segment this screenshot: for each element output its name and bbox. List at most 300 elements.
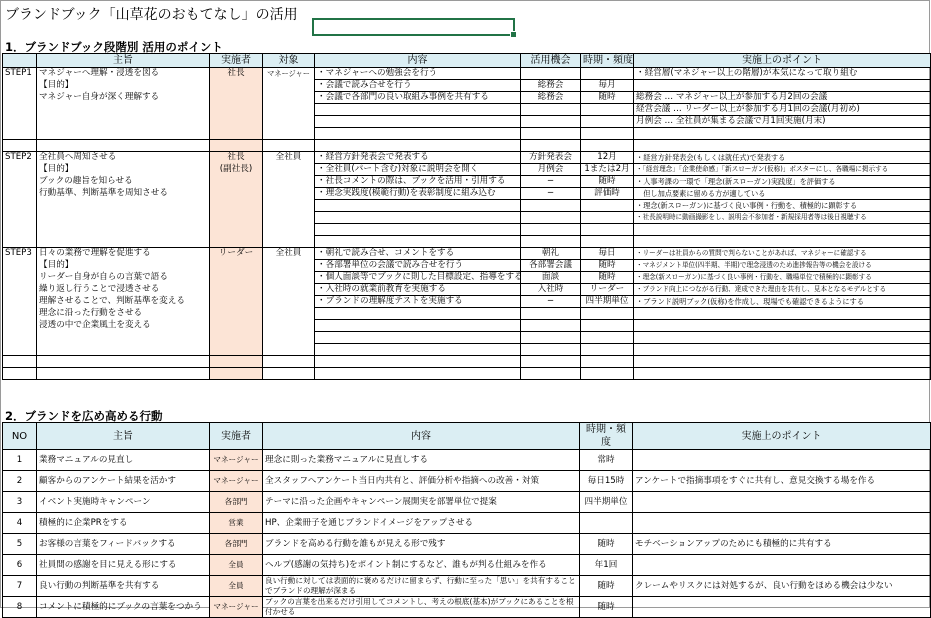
purpose-cell: 業務マニュアルの見直し bbox=[37, 450, 210, 471]
content-cell bbox=[315, 116, 521, 128]
target-cell bbox=[263, 296, 315, 308]
executor-cell bbox=[210, 332, 263, 344]
point-cell bbox=[634, 80, 931, 92]
point-cell: ・ブランド向上につながる行動、達成できた理由を共有し、見本となるモデルとする bbox=[634, 284, 931, 296]
content-cell: ブックの言葉を出来るだけ引用してコメントし、考えの根底(基本)がブックにあることを根付かせる bbox=[263, 597, 580, 618]
content-cell: 理念に則った業務マニュアルに見直しする bbox=[263, 450, 580, 471]
step-label bbox=[3, 320, 37, 332]
s1-header-cell: 実施上のポイント bbox=[634, 54, 931, 68]
occasion-cell bbox=[521, 116, 581, 128]
frequency-cell bbox=[581, 116, 634, 128]
empty-cell bbox=[263, 368, 315, 380]
purpose-cell bbox=[37, 224, 210, 236]
purpose-cell: 【目的】 bbox=[37, 260, 210, 272]
table-row bbox=[3, 308, 931, 320]
table-row bbox=[3, 92, 931, 104]
occasion-cell bbox=[521, 68, 581, 80]
content-cell bbox=[315, 200, 521, 212]
executor-cell bbox=[210, 236, 263, 248]
step-label bbox=[3, 224, 37, 236]
table-row bbox=[3, 176, 931, 188]
frequency-cell bbox=[581, 236, 634, 248]
content-cell bbox=[315, 212, 521, 224]
frequency-cell: 随時 bbox=[580, 597, 633, 618]
point-cell: 経営会議 … リーダー以上が参加する月1回の会議(月初め) bbox=[634, 104, 931, 116]
purpose-cell bbox=[37, 128, 210, 140]
step-label bbox=[3, 176, 37, 188]
point-cell: ・「経営理念」「企業使命感」「新スローガン(仮称)」ポスターにし、各職場に掲示する bbox=[634, 164, 931, 176]
step-label bbox=[3, 188, 37, 200]
occasion-cell bbox=[521, 332, 581, 344]
purpose-cell bbox=[37, 200, 210, 212]
s2-header-cell: 実施上のポイント bbox=[633, 423, 931, 450]
content-cell: 良い行動に対しては表面的に褒めるだけに留まらず、行動に至った「思い」を共有することでブランドの理解が深まる bbox=[263, 576, 580, 597]
content-cell: ・理念実践度(模範行動)を表彰制度に組み込む bbox=[315, 188, 521, 200]
executor-cell: マネージャー bbox=[210, 450, 263, 471]
occasion-cell: − bbox=[521, 296, 581, 308]
content-cell bbox=[315, 320, 521, 332]
executor-cell bbox=[210, 188, 263, 200]
purpose-cell: 行動基準、判断基準を周知させる bbox=[37, 188, 210, 200]
empty-cell bbox=[210, 356, 263, 368]
executor-cell: 各部門 bbox=[210, 534, 263, 555]
step-label bbox=[3, 284, 37, 296]
occasion-cell bbox=[521, 104, 581, 116]
empty-cell bbox=[37, 140, 210, 152]
occasion-cell: 朝礼 bbox=[521, 248, 581, 260]
purpose-cell: リーダー自身が自らの言葉で語る bbox=[37, 272, 210, 284]
s1-header-cell: 時期・頻度 bbox=[581, 54, 634, 68]
frequency-cell: 随時 bbox=[580, 576, 633, 597]
spacer-row bbox=[3, 368, 931, 380]
purpose-cell bbox=[37, 212, 210, 224]
row-number: 6 bbox=[3, 555, 37, 576]
target-cell bbox=[263, 236, 315, 248]
table-row bbox=[3, 80, 931, 92]
s2-header-cell: 時期・頻度 bbox=[580, 423, 633, 450]
step-label bbox=[3, 164, 37, 176]
table-row bbox=[3, 296, 931, 308]
executor-cell: リーダー bbox=[210, 248, 263, 260]
point-cell: ・人事考課の一環で「理念(新スローガン)実践度」を評価する bbox=[634, 176, 931, 188]
empty-cell bbox=[581, 140, 634, 152]
step-label: STEP3 bbox=[3, 248, 37, 260]
frequency-cell: 随時 bbox=[581, 272, 634, 284]
spacer-row bbox=[3, 356, 931, 368]
point-cell: ・経営層(マネジャー以上の階層)が本気になって取り組む bbox=[634, 68, 931, 80]
table-row bbox=[3, 260, 931, 272]
empty-cell bbox=[210, 368, 263, 380]
empty-cell bbox=[263, 140, 315, 152]
section2-table bbox=[2, 422, 931, 618]
executor-cell bbox=[210, 80, 263, 92]
s2-header-cell: 内容 bbox=[263, 423, 580, 450]
purpose-cell bbox=[37, 344, 210, 356]
header-blank bbox=[3, 54, 37, 68]
executor-cell bbox=[210, 308, 263, 320]
point-cell bbox=[633, 555, 931, 576]
step-label bbox=[3, 104, 37, 116]
empty-cell bbox=[315, 368, 521, 380]
row-number: 2 bbox=[3, 471, 37, 492]
table-row bbox=[3, 492, 931, 513]
fill-handle[interactable] bbox=[510, 31, 517, 38]
purpose-cell: イベント実施時キャンペーン bbox=[37, 492, 210, 513]
executor-cell bbox=[210, 344, 263, 356]
step-label bbox=[3, 116, 37, 128]
selected-cell[interactable] bbox=[312, 18, 515, 36]
target-cell bbox=[263, 284, 315, 296]
frequency-cell: 毎日 bbox=[581, 248, 634, 260]
occasion-cell bbox=[521, 200, 581, 212]
step-label bbox=[3, 308, 37, 320]
executor-cell: 各部門 bbox=[210, 492, 263, 513]
row-number: 3 bbox=[3, 492, 37, 513]
table-row bbox=[3, 152, 931, 164]
empty-cell bbox=[3, 140, 37, 152]
purpose-cell: 良い行動の判断基準を共有する bbox=[37, 576, 210, 597]
executor-cell: 営業 bbox=[210, 513, 263, 534]
empty-cell bbox=[581, 356, 634, 368]
s1-header-cell: 実施者 bbox=[210, 54, 263, 68]
occasion-cell: 方針発表会 bbox=[521, 152, 581, 164]
s1-header-cell: 活用機会 bbox=[521, 54, 581, 68]
content-cell: ・各部署単位の会議で読み合せを行う bbox=[315, 260, 521, 272]
executor-cell: マネージャー bbox=[210, 471, 263, 492]
occasion-cell bbox=[521, 320, 581, 332]
step-label bbox=[3, 200, 37, 212]
frequency-cell: 常時 bbox=[580, 450, 633, 471]
executor-cell bbox=[210, 284, 263, 296]
executor-cell bbox=[210, 200, 263, 212]
occasion-cell: 月例会 bbox=[521, 164, 581, 176]
occasion-cell bbox=[521, 128, 581, 140]
table-row bbox=[3, 128, 931, 140]
frequency-cell bbox=[581, 104, 634, 116]
content-cell: ヘルプ(感謝の気持ち)をポイント制にするなど、誰もが判る仕組みを作る bbox=[263, 555, 580, 576]
frequency-cell: 毎月 bbox=[581, 80, 634, 92]
frequency-cell: 年1回 bbox=[580, 555, 633, 576]
purpose-cell: 【目的】 bbox=[37, 164, 210, 176]
frequency-cell: 四半期単位 bbox=[580, 492, 633, 513]
frequency-cell bbox=[580, 513, 633, 534]
target-cell: 全社員 bbox=[263, 152, 315, 164]
executor-cell bbox=[210, 116, 263, 128]
occasion-cell: − bbox=[521, 188, 581, 200]
sheet-title: ブランドブック「山草花のおもてなし」の活用 bbox=[5, 7, 298, 23]
target-cell bbox=[263, 164, 315, 176]
occasion-cell: 各部署会議 bbox=[521, 260, 581, 272]
purpose-cell: 日々の業務で理解を促進する bbox=[37, 248, 210, 260]
point-cell: ・社長説明時に動画撮影をし、説明会不参加者・新規採用者等は後日視聴する bbox=[634, 212, 931, 224]
purpose-cell: 理解させることで、判断基準を変える bbox=[37, 296, 210, 308]
occasion-cell bbox=[521, 344, 581, 356]
empty-cell bbox=[521, 368, 581, 380]
empty-cell bbox=[3, 368, 37, 380]
table-row bbox=[3, 224, 931, 236]
target-cell bbox=[263, 188, 315, 200]
table-row bbox=[3, 597, 931, 618]
executor-cell bbox=[210, 296, 263, 308]
executor-cell bbox=[210, 176, 263, 188]
purpose-cell: マネジャーへ理解・浸透を図る bbox=[37, 68, 210, 80]
target-cell bbox=[263, 344, 315, 356]
purpose-cell: 【目的】 bbox=[37, 80, 210, 92]
point-cell: ・理念(新スローガン)に基づく良い事例・行動を、職場単位で積極的に顕彰する bbox=[634, 272, 931, 284]
content-cell: ・個人面談等でブックに則した目標設定、指導をする bbox=[315, 272, 521, 284]
content-cell bbox=[315, 224, 521, 236]
frequency-cell: 随時 bbox=[580, 534, 633, 555]
executor-cell bbox=[210, 272, 263, 284]
frequency-cell bbox=[581, 344, 634, 356]
section1-heading: 1．ブランドブック段階別 活用のポイント bbox=[5, 40, 223, 54]
table-row bbox=[3, 164, 931, 176]
point-cell bbox=[633, 597, 931, 618]
point-cell: 月例会 … 全社員が集まる会議で月1回実施(月末) bbox=[634, 116, 931, 128]
point-cell bbox=[633, 513, 931, 534]
executor-cell bbox=[210, 224, 263, 236]
content-cell: HP、企業冊子を通じブランドイメージをアップさせる bbox=[263, 513, 580, 534]
spacer-row bbox=[3, 140, 931, 152]
empty-cell bbox=[521, 140, 581, 152]
point-cell: モチベーションアップのためにも積極的に共有する bbox=[633, 534, 931, 555]
frequency-cell: 12月 bbox=[581, 152, 634, 164]
content-cell: ・会議で各部門の良い取組み事例を共有する bbox=[315, 92, 521, 104]
point-cell: 総務会 … マネジャー以上が参加する月2回の会議 bbox=[634, 92, 931, 104]
executor-cell bbox=[210, 212, 263, 224]
step-label bbox=[3, 260, 37, 272]
step-label bbox=[3, 236, 37, 248]
target-cell bbox=[263, 320, 315, 332]
frequency-cell: 毎日15時 bbox=[580, 471, 633, 492]
executor-cell: (副社長) bbox=[210, 164, 263, 176]
row-number: 8 bbox=[3, 597, 37, 618]
table-row bbox=[3, 471, 931, 492]
s1-header-cell: 対象 bbox=[263, 54, 315, 68]
frequency-cell: 随時 bbox=[581, 260, 634, 272]
frequency-cell bbox=[581, 308, 634, 320]
step-label bbox=[3, 92, 37, 104]
frequency-cell bbox=[581, 224, 634, 236]
occasion-cell: 総務会 bbox=[521, 92, 581, 104]
table-row bbox=[3, 212, 931, 224]
content-cell: ・全社員(パート含む)対象に説明会を開く bbox=[315, 164, 521, 176]
point-cell: 但し加点要素に留める方が適している bbox=[634, 188, 931, 200]
empty-cell bbox=[3, 356, 37, 368]
frequency-cell: 四半期単位 bbox=[581, 296, 634, 308]
executor-cell: 全員 bbox=[210, 576, 263, 597]
table-row bbox=[3, 236, 931, 248]
executor-cell bbox=[210, 92, 263, 104]
table-row bbox=[3, 188, 931, 200]
target-cell bbox=[263, 260, 315, 272]
frequency-cell: 評価時 bbox=[581, 188, 634, 200]
frequency-cell: 随時 bbox=[581, 92, 634, 104]
content-cell: 全スタッフへアンケート当日内共有と、評価分析や指摘への改善・対策 bbox=[263, 471, 580, 492]
executor-cell bbox=[210, 104, 263, 116]
step-label bbox=[3, 344, 37, 356]
row-number: 5 bbox=[3, 534, 37, 555]
empty-cell bbox=[634, 356, 931, 368]
empty-cell bbox=[315, 356, 521, 368]
step-label bbox=[3, 296, 37, 308]
s1-header-cell: 内容 bbox=[315, 54, 521, 68]
empty-cell bbox=[581, 368, 634, 380]
target-cell bbox=[263, 92, 315, 104]
executor-cell: マネージャー bbox=[210, 597, 263, 618]
point-cell bbox=[634, 128, 931, 140]
target-cell bbox=[263, 176, 315, 188]
table-row bbox=[3, 332, 931, 344]
purpose-cell bbox=[37, 104, 210, 116]
executor-cell bbox=[210, 320, 263, 332]
step-label bbox=[3, 212, 37, 224]
purpose-cell: 理念に沿った行動をさせる bbox=[37, 308, 210, 320]
purpose-cell: 繰り返し行うことで浸透させる bbox=[37, 284, 210, 296]
section1-table bbox=[2, 53, 931, 380]
frequency-cell: リーダー bbox=[581, 284, 634, 296]
purpose-cell bbox=[37, 116, 210, 128]
step-label: STEP2 bbox=[3, 152, 37, 164]
table-row bbox=[3, 68, 931, 80]
row-number: 1 bbox=[3, 450, 37, 471]
s2-header-cell: NO bbox=[3, 423, 37, 450]
row-number: 7 bbox=[3, 576, 37, 597]
table-row bbox=[3, 200, 931, 212]
table-row bbox=[3, 272, 931, 284]
target-cell bbox=[263, 212, 315, 224]
point-cell: アンケートで指摘事項をすぐに共有し、意見交換する場を作る bbox=[633, 471, 931, 492]
content-cell: ・ブランドの理解度テストを実施する bbox=[315, 296, 521, 308]
occasion-cell bbox=[521, 308, 581, 320]
point-cell: ・理念(新スローガン)に基づく良い事例・行動を、積極的に顕彰する bbox=[634, 200, 931, 212]
table-row bbox=[3, 534, 931, 555]
s2-header-cell: 実施者 bbox=[210, 423, 263, 450]
row-number: 4 bbox=[3, 513, 37, 534]
occasion-cell: 入社時 bbox=[521, 284, 581, 296]
table-row bbox=[3, 284, 931, 296]
s2-header-cell: 主旨 bbox=[37, 423, 210, 450]
content-cell bbox=[315, 344, 521, 356]
purpose-cell bbox=[37, 236, 210, 248]
purpose-cell: 全社員へ周知させる bbox=[37, 152, 210, 164]
point-cell bbox=[634, 320, 931, 332]
table-row bbox=[3, 344, 931, 356]
purpose-cell: ブックの趣旨を知らせる bbox=[37, 176, 210, 188]
table-row bbox=[3, 450, 931, 471]
target-cell bbox=[263, 308, 315, 320]
purpose-cell: コメントに積極的にブックの言葉をつかう bbox=[37, 597, 210, 618]
purpose-cell: お客様の言葉をフィードバックする bbox=[37, 534, 210, 555]
content-cell: ・入社時の就業前教育を実施する bbox=[315, 284, 521, 296]
empty-cell bbox=[634, 140, 931, 152]
executor-cell: 社長 bbox=[210, 68, 263, 80]
content-cell bbox=[315, 308, 521, 320]
point-cell bbox=[634, 332, 931, 344]
empty-cell bbox=[521, 356, 581, 368]
empty-cell bbox=[263, 356, 315, 368]
empty-cell bbox=[37, 356, 210, 368]
step-label bbox=[3, 128, 37, 140]
step-label bbox=[3, 272, 37, 284]
point-cell: ・経営方針発表会(もしくは就任式)で発表する bbox=[634, 152, 931, 164]
target-cell bbox=[263, 128, 315, 140]
section2-heading: 2．ブランドを広め高める行動 bbox=[5, 409, 163, 423]
occasion-cell bbox=[521, 236, 581, 248]
content-cell: ・会議で読み合せを行う bbox=[315, 80, 521, 92]
content-cell bbox=[315, 332, 521, 344]
frequency-cell bbox=[581, 332, 634, 344]
step-label bbox=[3, 332, 37, 344]
content-cell: ・朝礼で読み合せ、コメントをする bbox=[315, 248, 521, 260]
content-cell: ・経営方針発表会で発表する bbox=[315, 152, 521, 164]
occasion-cell: 総務会 bbox=[521, 80, 581, 92]
frequency-cell: 随時 bbox=[581, 176, 634, 188]
occasion-cell: − bbox=[521, 176, 581, 188]
table-row bbox=[3, 576, 931, 597]
target-cell bbox=[263, 224, 315, 236]
executor-cell bbox=[210, 128, 263, 140]
empty-cell bbox=[315, 140, 521, 152]
frequency-cell bbox=[581, 320, 634, 332]
content-cell bbox=[315, 236, 521, 248]
occasion-cell bbox=[521, 224, 581, 236]
table-row bbox=[3, 116, 931, 128]
content-cell: ・マネジャーへの勉強会を行う bbox=[315, 68, 521, 80]
point-cell bbox=[634, 236, 931, 248]
step-label bbox=[3, 80, 37, 92]
point-cell: ・マネジメント単位(四半期、半期)で理念浸透のため進捗報告等の機会を設ける bbox=[634, 260, 931, 272]
point-cell bbox=[634, 224, 931, 236]
purpose-cell: 浸透の中で企業風土を変える bbox=[37, 320, 210, 332]
table-row bbox=[3, 513, 931, 534]
table-row bbox=[3, 104, 931, 116]
table-row bbox=[3, 555, 931, 576]
frequency-cell: 1または2月 bbox=[581, 164, 634, 176]
target-cell bbox=[263, 80, 315, 92]
empty-cell bbox=[37, 368, 210, 380]
target-cell bbox=[263, 272, 315, 284]
target-cell bbox=[263, 200, 315, 212]
empty-cell bbox=[210, 140, 263, 152]
content-cell: テーマに沿った企画やキャンペーン展開実を部署単位で提案 bbox=[263, 492, 580, 513]
point-cell: ・リーダーは社員からの質問で判らないことがあれば、マネジャーに確認する bbox=[634, 248, 931, 260]
s1-header-cell: 主旨 bbox=[37, 54, 210, 68]
target-cell: マネージャー bbox=[263, 68, 315, 80]
content-cell: ・社長コメントの際は、ブックを活用・引用する bbox=[315, 176, 521, 188]
frequency-cell bbox=[581, 68, 634, 80]
purpose-cell: 社員間の感謝を目に見える形にする bbox=[37, 555, 210, 576]
target-cell: 全社員 bbox=[263, 248, 315, 260]
content-cell bbox=[315, 128, 521, 140]
content-cell bbox=[315, 104, 521, 116]
point-cell bbox=[633, 450, 931, 471]
content-cell: ブランドを高める行動を誰もが見える形で残す bbox=[263, 534, 580, 555]
frequency-cell bbox=[581, 200, 634, 212]
executor-cell bbox=[210, 260, 263, 272]
purpose-cell: 積極的に企業PRをする bbox=[37, 513, 210, 534]
target-cell bbox=[263, 104, 315, 116]
empty-cell bbox=[634, 368, 931, 380]
purpose-cell bbox=[37, 332, 210, 344]
point-cell bbox=[633, 492, 931, 513]
point-cell bbox=[634, 344, 931, 356]
occasion-cell bbox=[521, 212, 581, 224]
point-cell: ・ブランド説明ブック(仮称)を作成し、現場でも確認できるようにする bbox=[634, 296, 931, 308]
purpose-cell: 顧客からのアンケート結果を活かす bbox=[37, 471, 210, 492]
frequency-cell bbox=[581, 128, 634, 140]
executor-cell: 全員 bbox=[210, 555, 263, 576]
